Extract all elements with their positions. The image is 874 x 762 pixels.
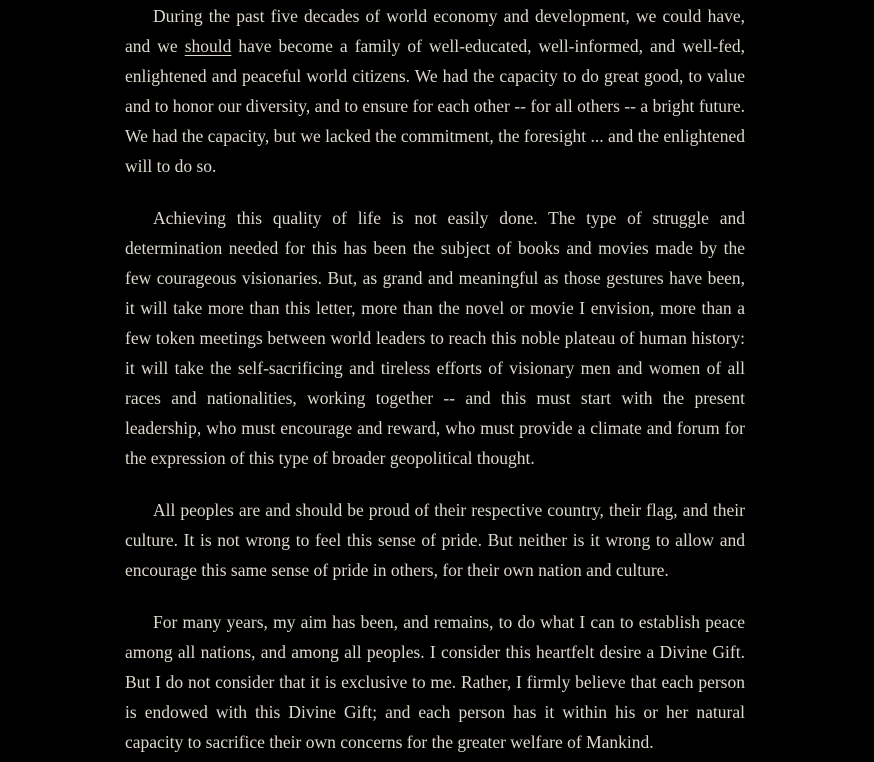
paragraph (125, 495, 745, 585)
paragraph-text: For many years, my aim has been, and remains, to do what I can to establish peace among all nations, and among all peoples. I consider this heartfelt desire a Divine Gift. But I do not consider that it is exclusive to me. Rather, I firmly believe that each person is endowed with this Divine Gift; and each person has it within his or her natural capacity to sacrifice their own concerns for the greater welfare of Mankind. (125, 612, 745, 752)
paragraph-text: Achieving this quality of life is not easily done. The type of struggle and determination needed for this has been the subject of books and movies made by the few courageous visionaries. But, as grand and meaningful as those gestures have been, it will take more than this letter, more than the novel or movie I envision, more than a few token meetings between world leaders to reach this noble plateau of human history: it will take the self-sacrificing and tireless efforts of visionary men and women of all races and nationalities, working together -- and this must start with the present leadership, who must encourage and reward, who must provide a climate and forum for the expression of this type of broader geopolitical thought. (125, 208, 745, 468)
paragraph (125, 203, 745, 473)
paragraph (125, 1, 745, 181)
paragraph-text: All peoples are and should be proud of their respective country, their flag, and their culture. It is not wrong to feel this sense of pride. But neither is it wrong to allow and encourage this same sense of pride in others, for their own nation and culture. (125, 500, 745, 580)
paragraph-text: have become a family of well-educated, well-informed, and well-fed, enlightened and peaceful world citizens. We had the capacity to do great good, to value and to honor our diversity, and to ensure for each other -- for all others -- a bright future. We had the capacity, but we lacked the commitment, the foresight ... and the enlightened will to do so. (125, 36, 745, 176)
paragraph (125, 607, 745, 757)
paragraph-text: During the past five decades of world economy and development, we could have, and we (125, 6, 745, 56)
underlined-word: should (184, 36, 232, 56)
